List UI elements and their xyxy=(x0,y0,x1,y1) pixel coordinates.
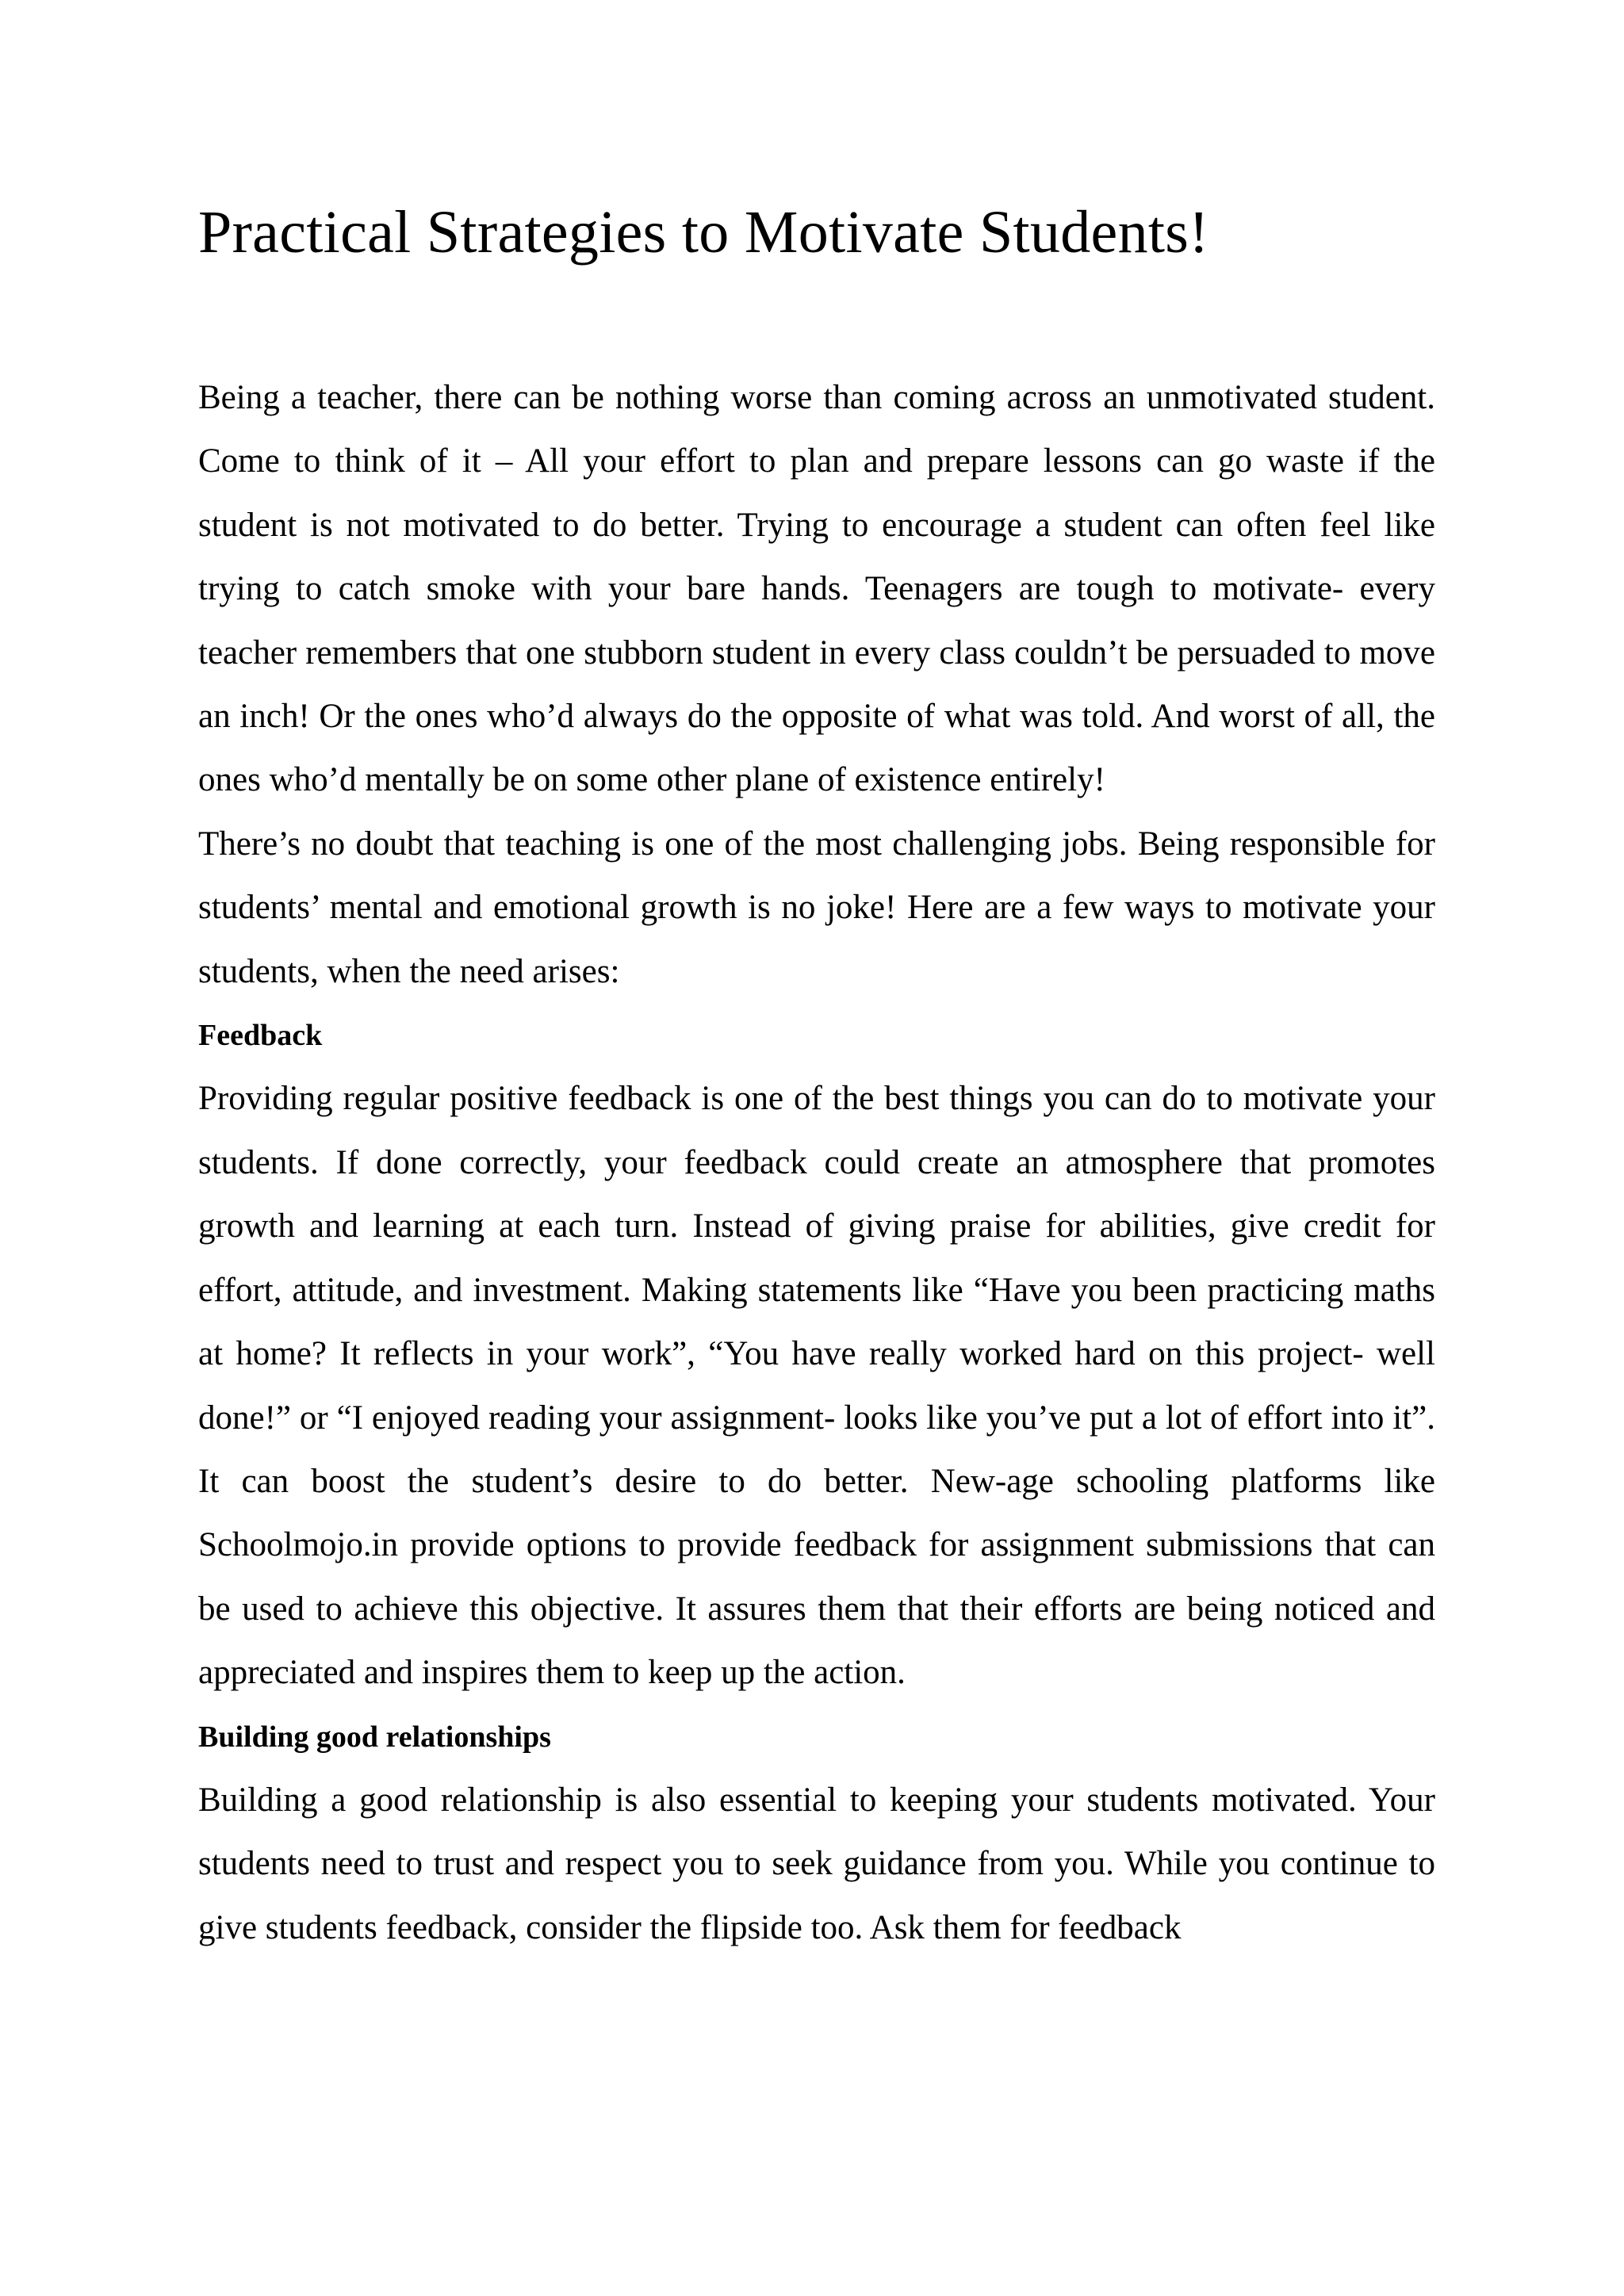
section-text-feedback: Providing regular positive feedback is one of the best things you can do to motivate your students. If done correctly, your feedback could create an atmosphere that promotes growth and learning at each turn. Instead of giving praise for abilities, give credit for effort, attitude, and investment. Making statements like “Have you been practicing maths at home? It reflects in your work”, “You have really worked hard on this project- well done!” or “I enjoyed reading your assignment- looks like you’ve put a lot of effort into it”. It can boost the student’s desire to do better. New-age schooling platforms like Schoolmojo.in provide options to provide feedback for assignment submissions that can be used to achieve this objective. It assures them that their efforts are being noticed and appreciated and inspires them to keep up the action. xyxy=(198,1080,1435,1692)
section-heading-relationships: Building good relationships xyxy=(198,1720,551,1754)
document-content xyxy=(198,189,1435,1960)
section-text-relationships: Building a good relationship is also essential to keeping your students motivated. Your students need to trust and respect you to seek guidance from you. While you continue to give students feedback, consider the flipside too. Ask them for feedback xyxy=(198,1781,1435,1946)
page-title: Practical Strategies to Motivate Students! xyxy=(198,199,1209,266)
overview-paragraph: There’s no doubt that teaching is one of the most challenging jobs. Being responsible for students’ mental and emotional growth is no joke! Here are a few ways to motivate your students, when the need arises: xyxy=(198,825,1435,990)
section-heading-feedback: Feedback xyxy=(198,1019,323,1053)
intro-paragraph: Being a teacher, there can be nothing worse than coming across an unmotivated student. Come to think of it – All your effort to plan and prepare lessons can go waste if the student is not motivated to do better. Trying to encourage a student can often feel like trying to catch smoke with your bare hands. Teenagers are tough to motivate- every teacher remembers that one stubborn student in every class couldn’t be persuaded to move an inch! Or the ones who’d always do the opposite of what was told. And worst of all, the ones who’d mentally be on some other plane of existence entirely! xyxy=(198,379,1435,799)
document-body xyxy=(198,366,1435,1960)
